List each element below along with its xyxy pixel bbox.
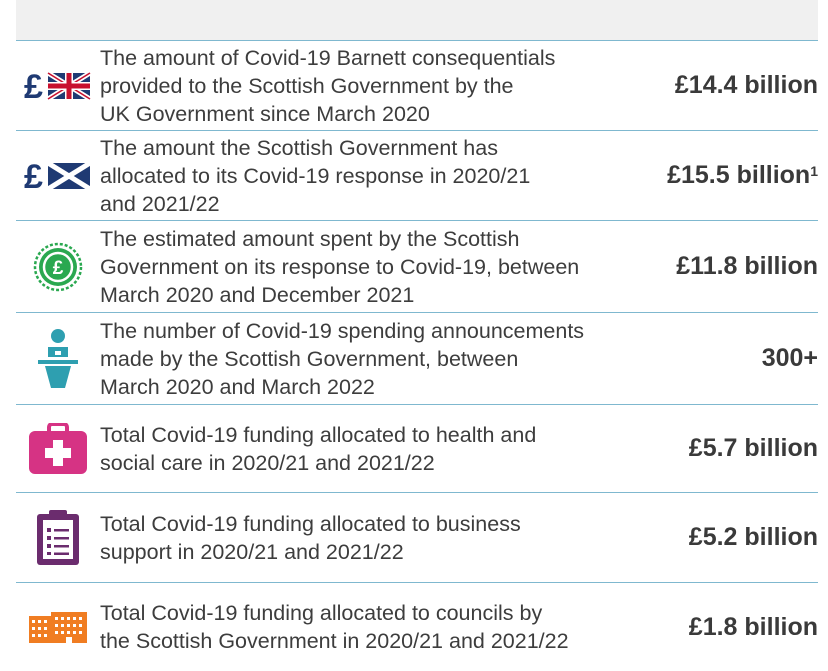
pound-coin-icon: [16, 242, 100, 292]
clipboard-icon: [16, 509, 100, 567]
description-line: The amount of Covid-19 Barnett consequentials: [100, 45, 556, 70]
fact-value: £15.5 billion$^1$: [667, 161, 818, 189]
fact-description: [100, 44, 675, 128]
fact-description: [100, 599, 689, 655]
description-line: The estimated amount spent by the Scottish: [100, 226, 520, 251]
description-line: The number of Covid-19 spending announcements: [100, 318, 585, 343]
fact-row-barnett: [16, 41, 818, 131]
description-line: Total Covid-19 funding allocated to business: [100, 511, 521, 536]
header-band: [16, 0, 818, 41]
fact-description: [100, 225, 676, 309]
fact-row-councils: [16, 583, 818, 671]
footnote-marker: 1: [810, 163, 818, 179]
fact-value: £5.2 billion: [688, 523, 818, 551]
fact-value: £5.7 billion: [688, 434, 818, 462]
description-line: provided to the Scottish Government by the: [100, 73, 514, 98]
fact-row-announcements: [16, 313, 818, 405]
description-line: Total Covid-19 funding allocated to health and: [100, 422, 537, 447]
fact-value: £1.8 billion: [688, 612, 818, 641]
description-line: support in 2020/21 and 2021/22: [100, 539, 404, 564]
pound-union-flag-icon: [16, 66, 100, 106]
fact-row-spent: [16, 221, 818, 313]
pound-saltire-icon: [16, 156, 100, 196]
fact-row-health: [16, 405, 818, 493]
fact-value: 300+: [761, 344, 818, 372]
svg-text:£: £: [24, 157, 43, 196]
svg-text:£: £: [24, 67, 43, 106]
speaker-podium-icon: [16, 327, 100, 391]
description-line: Total Covid-19 funding allocated to councils by: [100, 601, 543, 625]
svg-text:£: £: [52, 257, 64, 279]
description-line: UK Government since March 2020: [100, 101, 430, 126]
description-line: March 2020 and December 2021: [100, 282, 415, 307]
description-line: social care in 2020/21 and 2021/22: [100, 450, 435, 475]
description-line: allocated to its Covid-19 response in 2020/21: [100, 163, 531, 188]
fact-description: [100, 510, 689, 566]
description-line: and 2021/22: [100, 191, 220, 216]
description-line: March 2020 and March 2022: [100, 374, 375, 399]
key-facts-table: [16, 41, 818, 671]
first-aid-kit-icon: [16, 423, 100, 475]
fact-description: [100, 134, 667, 218]
fact-description: [100, 317, 762, 401]
fact-value: £14.4 billion: [674, 71, 818, 99]
fact-description: [100, 421, 689, 477]
description-line: made by the Scottish Government, between: [100, 346, 519, 371]
description-line: The amount the Scottish Government has: [100, 135, 498, 160]
fact-row-business: [16, 493, 818, 583]
fact-value: £11.8 billion: [676, 252, 818, 280]
fact-row-allocated: [16, 131, 818, 221]
council-building-icon: [16, 610, 100, 644]
description-line: Government on its response to Covid-19, between: [100, 254, 580, 279]
description-line: the Scottish Government in 2020/21 and 2021/22: [100, 629, 569, 653]
